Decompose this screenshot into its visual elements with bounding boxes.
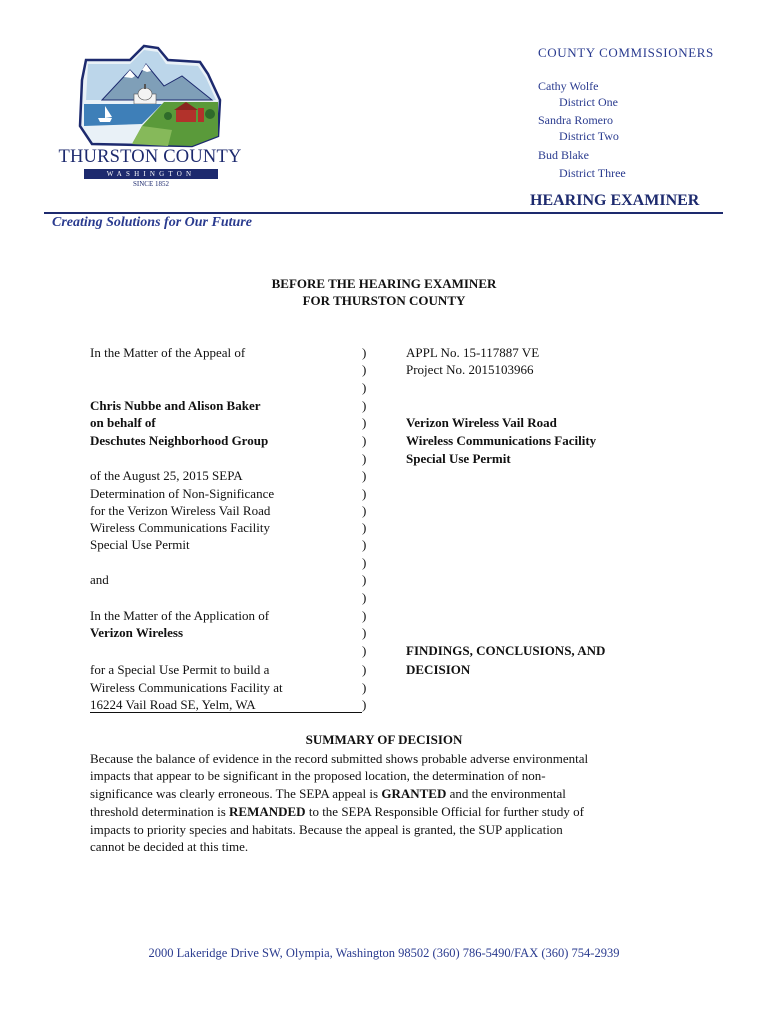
- project-name-line: Verizon Wireless Vail Road: [406, 415, 557, 430]
- county-name: THURSTON COUNTY: [58, 147, 242, 167]
- granted-text: GRANTED: [381, 786, 447, 801]
- commissioner-district: District Two: [559, 129, 619, 143]
- caption-left-line: Wireless Communications Facility at: [90, 680, 283, 695]
- caption-paren: ): [362, 520, 367, 535]
- summary-line: [90, 804, 584, 820]
- caption-underline: [90, 712, 362, 713]
- caption-paren: ): [362, 662, 367, 677]
- summary-line: cannot be decided at this time.: [90, 839, 249, 854]
- state-banner: WASHINGTON: [84, 169, 218, 179]
- summary-line: Because the balance of evidence in the record submitted shows probable adverse environmental: [90, 751, 589, 766]
- summary-text: threshold determination is: [90, 804, 230, 819]
- caption-paren: ): [362, 380, 367, 395]
- caption-left-line: for a Special Use Permit to build a: [90, 662, 270, 677]
- caption-left-line: for the Verizon Wireless Vail Road: [90, 503, 271, 518]
- caption-paren: ): [362, 451, 367, 466]
- caption-paren: ): [362, 415, 367, 430]
- document-type-line: FINDINGS, CONCLUSIONS, AND: [406, 643, 606, 658]
- commissioner-name: Bud Blake: [538, 148, 589, 162]
- project-number: Project No. 2015103966: [406, 362, 534, 377]
- commissioner-district: District Three: [559, 166, 626, 180]
- site-address: 16224 Vail Road SE, Yelm, WA: [90, 697, 256, 712]
- project-name-line: Special Use Permit: [406, 451, 511, 466]
- summary-heading: SUMMARY OF DECISION: [305, 732, 463, 747]
- caption-left-line: on behalf of: [90, 415, 156, 430]
- caption-paren: ): [362, 503, 367, 518]
- caption-left-line: In the Matter of the Application of: [90, 608, 270, 623]
- project-name-line: Wireless Communications Facility: [406, 433, 597, 448]
- summary-text: significance was clearly erroneous. The SEPA appeal is: [90, 786, 382, 801]
- caption-paren: ): [362, 625, 367, 640]
- footer-address: 2000 Lakeridge Drive SW, Olympia, Washington 98502 (360) 786-5490/FAX (360) 754-2939: [148, 946, 620, 960]
- summary-text: and the environmental: [446, 786, 566, 801]
- caption-paren: ): [362, 697, 367, 712]
- appellant-name: Chris Nubbe and Alison Baker: [90, 398, 261, 413]
- caption-left-line: Wireless Communications Facility: [90, 520, 271, 535]
- caption-paren: ): [362, 572, 367, 587]
- applicant-name: Verizon Wireless: [90, 625, 184, 640]
- document-type-line: DECISION: [406, 662, 471, 677]
- caption-left-line: of the August 25, 2015 SEPA: [90, 468, 243, 483]
- since-year: SINCE 1852: [133, 180, 169, 188]
- caption-paren: ): [362, 433, 367, 448]
- caption-paren: ): [362, 643, 367, 658]
- appeal-number: APPL No. 15-117887 VE: [406, 345, 540, 360]
- caption-paren: ): [362, 468, 367, 483]
- remanded-text: REMANDED: [229, 804, 306, 819]
- summary-line: [90, 786, 566, 802]
- document-title-line2: FOR THURSTON COUNTY: [302, 293, 466, 308]
- caption-paren: ): [362, 398, 367, 413]
- commissioners-title: COUNTY COMMISSIONERS: [538, 45, 714, 60]
- caption-left-line: Special Use Permit: [90, 537, 190, 552]
- caption-left-line: Determination of Non-Significance: [90, 486, 275, 501]
- summary-line: impacts to priority species and habitats. Because the appeal is granted, the SUP application: [90, 822, 563, 837]
- commissioner-name: Sandra Romero: [538, 113, 613, 127]
- appellant-group: Deschutes Neighborhood Group: [90, 433, 269, 448]
- document-title-line1: BEFORE THE HEARING EXAMINER: [271, 276, 497, 291]
- summary-text: to the SEPA Responsible Official for further study of: [305, 804, 584, 819]
- caption-paren: ): [362, 680, 367, 695]
- office-title: HEARING EXAMINER: [530, 192, 700, 209]
- caption-paren: ): [362, 590, 367, 605]
- tagline: Creating Solutions for Our Future: [52, 215, 252, 230]
- header-divider: [44, 212, 723, 214]
- caption-left-line: In the Matter of the Appeal of: [90, 345, 246, 360]
- caption-left-line: and: [90, 572, 109, 587]
- caption-paren: ): [362, 608, 367, 623]
- commissioner-name: Cathy Wolfe: [538, 79, 599, 93]
- caption-paren: ): [362, 362, 367, 377]
- caption-paren: ): [362, 555, 367, 570]
- caption-paren: ): [362, 345, 367, 360]
- thurston-county-logo: [72, 40, 232, 152]
- commissioner-district: District One: [559, 95, 618, 109]
- caption-paren: ): [362, 537, 367, 552]
- caption-paren: ): [362, 486, 367, 501]
- summary-line: impacts that appear to be significant in the proposed location, the determination of non-: [90, 768, 546, 783]
